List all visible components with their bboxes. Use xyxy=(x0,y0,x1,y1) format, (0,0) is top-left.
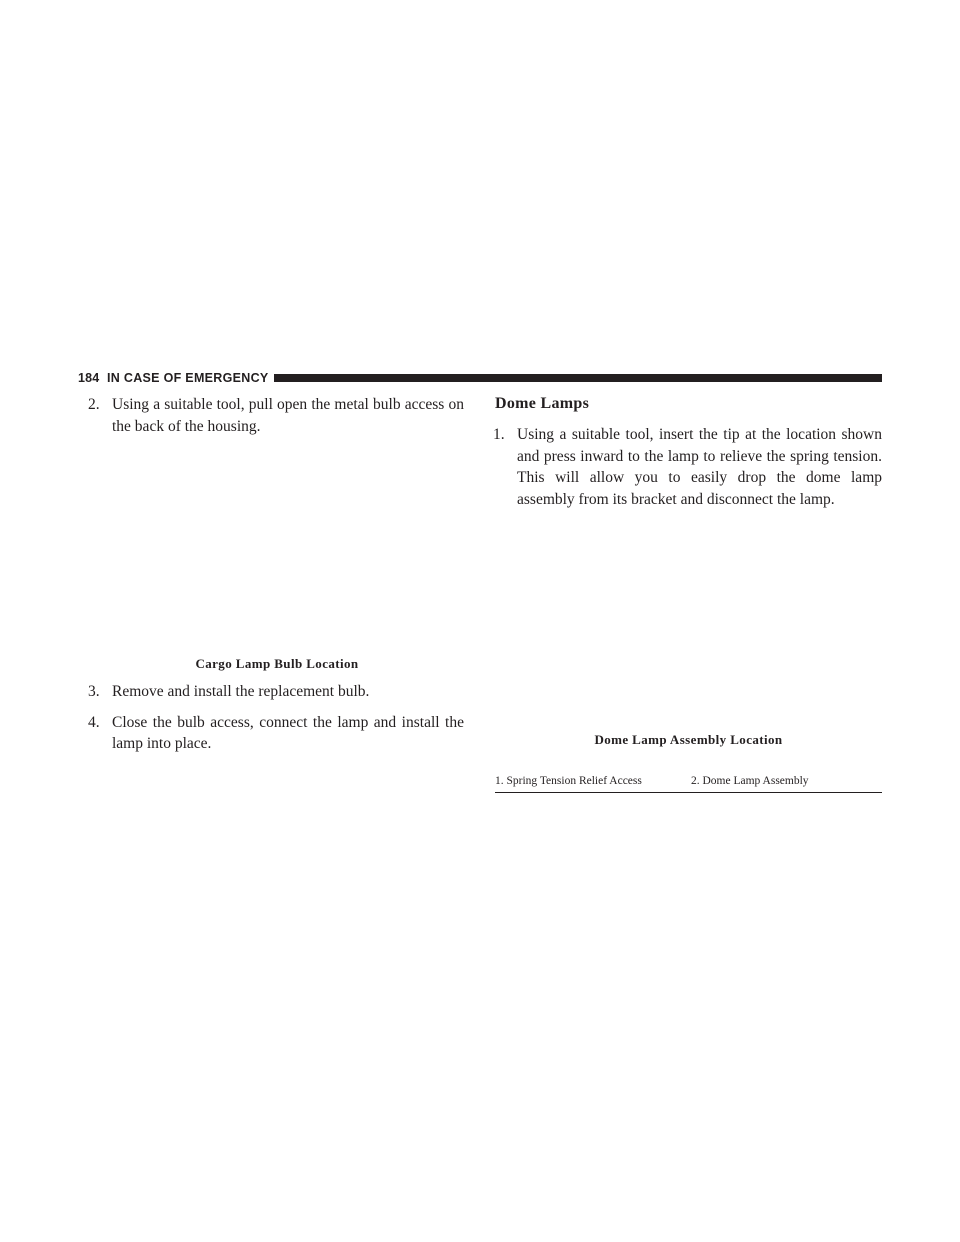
step-number: 4. xyxy=(88,713,100,731)
step-2 xyxy=(90,394,464,437)
legend-item-2: 2. Dome Lamp Assembly xyxy=(691,775,809,787)
step-1 xyxy=(495,424,882,510)
right-column xyxy=(493,394,882,787)
dome-lamp-caption: Dome Lamp Assembly Location xyxy=(594,732,783,747)
page-number: 184 xyxy=(78,371,100,385)
step-text: Remove and install the replacement bulb. xyxy=(112,683,370,700)
cargo-lamp-caption: Cargo Lamp Bulb Location xyxy=(195,656,359,671)
page-header xyxy=(78,370,882,386)
figure-legend xyxy=(495,774,882,793)
step-text: Using a suitable tool, pull open the metal bulb access on the back of the housing. xyxy=(112,396,464,435)
cargo-lamp-figure-area xyxy=(90,437,464,656)
step-4 xyxy=(90,712,464,755)
section-title: IN CASE OF EMERGENCY xyxy=(107,371,269,385)
legend-item-1: 1. Spring Tension Relief Access xyxy=(495,775,642,787)
step-text: Using a suitable tool, insert the tip at the location shown and press inward to the lamp to relieve the spring tension. This will allow you to easily drop the dome lamp assembly from its bracket and disconnect the lamp. xyxy=(517,426,882,508)
section-heading: Dome Lamps xyxy=(495,395,590,412)
step-number: 3. xyxy=(88,683,100,700)
step-text: Close the bulb access, connect the lamp and install the lamp into place. xyxy=(112,713,464,752)
left-column xyxy=(90,394,464,755)
header-rule xyxy=(274,374,882,382)
step-number: 1. xyxy=(493,426,505,443)
step-number: 2. xyxy=(88,396,100,413)
step-3 xyxy=(90,681,464,703)
dome-lamp-figure-area xyxy=(495,510,882,732)
